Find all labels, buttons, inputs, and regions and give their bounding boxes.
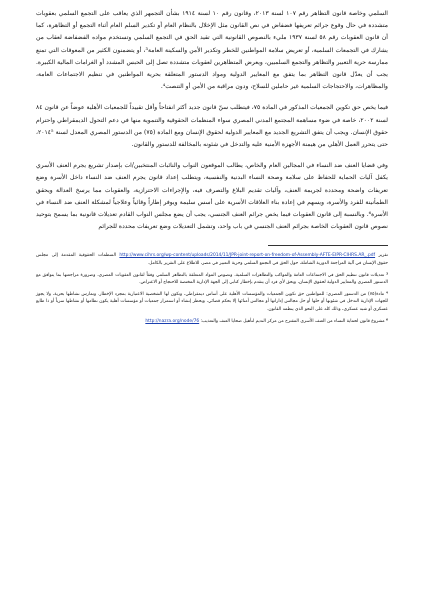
paragraph-assembly-law: السلمي وخاصة قانون التظاهر رقم ١٠٧ لسنة ٢٠١٣، وقانون رقم ١٠ لسنة ١٩١٤ بشأن التجمهر الذي يعاقب على التجمع السلمي بعقوبات متشددة في حال وقوع جرائم تعريفها فضفاض في نص القانون مثل الإخلال بالنظام العام أو تكدير السلم العام أثناء التجمع أو التظاهرة، كما أن قانون العقوبات رقم ٥٨ لسنة ١٩٣٧ مليء بالنصوص القانونية التي تقيد الحق في التجمع السلمي وتستخدم مواده الفضفاضة لعقاب من يشارك في التجمعات السلمية، أو تعريض سلامة المواطنين للخطر وتكدير الأمن والسكينة العامة³، أو يتضمنون الكثير من المعوقات التي تمنع ممارسة حرية التعبير والتظاهر والتجمع السلميين، ويعرض المتظاهرين لعقوبات متشددة تصل إلى الحبس المشدد أو الغرامات المالية الكبيرة. يجب أن يعدّل قانون التظاهر بما يتفق مع المعايير الدولية ومواد الدستور المتعلقة بحرية المواطنين في تنظيم الاجتماعات العامة، والمظاهرات، والاحتجاجات السلمية غير حاملين للسلاح، ودون مراقبة من الأمن أو التنصت⁴.	[36, 10, 388, 91]
footnote-link-nazra[interactable]: http://nazra.org/node/76	[145, 318, 200, 324]
footnote-text: المنظمات الحقوقية المقدمة إلى مجلس حقوق الإنسان في آلية المراجعة الدورية الشاملة، حول الحق في التجمع السلمي وحرية التعبير في مصر، للاطلاع على التقرير بالكامل.	[36, 253, 388, 267]
footnote-marker: ³	[386, 272, 388, 278]
paragraph-associations-law: فيما يخص حق تكوين الجمعيات المذكور في المادة ٧٥، فيتطلب سنّ قانون جديد أكثر انفتاحاً وأقل تقييداً للجمعيات الأهلية عوضاً عن قانون ٨٤ لسنة ٢٠٠٢، خاصة في ضوء مساهمة المجتمع المدني المصري سواء المنظمات الحقوقية والتنموية منها في دعم التحول الديمقراطي واحترام حقوق الإنسان. ويجب أن يتفق التشريع الجديد مع المعايير الدولية لحقوق الإنسان ومع المادة (٧٥) من الدستور المصري المعدل لسنة ٢٠١٤⁵، حتى يتحرر العمل الأهلي من هيمنة الأجهزة الأمنية عليه والتدخل في شئونه بالمخالفة للدستور والقانون.	[36, 104, 388, 149]
footnote-cihrs-report	[36, 252, 388, 267]
footnote-prefix: مشروع قانون لحماية النساء من العنف الأسري المقترح من مركز النديم لتأهيل ضحايا العنف والتعذيب:	[200, 318, 385, 324]
footnote-6	[36, 318, 388, 326]
footnote-marker: ⁴	[386, 291, 388, 297]
footnote-prefix: تقرير	[378, 253, 388, 259]
footnote-3	[36, 272, 388, 287]
footnote-link-cihrs[interactable]: http://www.cihrs.org/wp-content/uploads/2014/11/JPR-joint-report-on-freedom-of-Assembly-AFTE-EIPR-CIHRS.AR_.pdf	[119, 253, 376, 259]
footnote-text: تعديلات قانون تنظيم الحق في الاجتماعات العامة والمواكب والتظاهرات السلمية، ونصوص المواد المتعلقة بالتظاهر السلمي وفقاً لقانون العقوبات المصري، وضرورة مراجعتها بما يتوافق مع الدستور المصري والمعايير الدولية لحقوق الإنسان، ويحق لأي فرد أن يتقدم بإخطار كتابي إلى الجهة الإدارية المختصة للاحتجاج أو الاعتراض.	[36, 272, 388, 286]
footnote-separator	[268, 245, 388, 246]
footnote-text: مادة(٧٥) من الدستور المصري: للمواطنين حق تكوين الجمعيات والمؤسسات الأهلية على أساس ديمقراطي، وتكون لها الشخصية الاعتبارية بمجرد الإخطار. وتمارس نشاطها بحرية، ولا يجوز للجهات الإدارية التدخل في شئونها أو حلها أو حل مجالس إداراتها أو مجالس أمنائها إلا بحكم قضائي، ويحظر إنشاء أو استمرار جمعيات أو مؤسسات أهلية يكون نظامها أو نشاطها سرياً أو ذا طابع عسكري أو شبه عسكري، وذلك كله على النحو الذي ينظمه القانون.	[36, 291, 388, 313]
paragraph-violence-against-women: وفي قضايا العنف ضد النساء في المجالين العام والخاص، يطالب الموقعون النواب والنائبات المنتخبين/ات بإصدار تشريع يجرم العنف الأسري يكفل آليات الحماية للحفاظ على سلامة وصحة النساء البدنية والنفسية، ويتطلب إعداد قانون يجرم العنف ضد النساء داخل الأسرة وضع تعريفات واضحة ومحددة لجريمة العنف، وآليات تقديم البلاغ والتصرف فيه، والإجراءات الاحترازية، والعقوبات مما يرسخ العدالة ويحقق الطمأنينة للفرد والأسرة، ويسهم في إعادة بناء العلاقات الأسرية على أسس سليمة ويوفر إطاراً وقائياً وعلاجياً لمشكلة العنف ضد النساء في الأسرة⁶. وبالنسبة إلى قانون العقوبات فيما يخص جرائم العنف الجنسي، يجب أن يضع مجلس النواب القادم تعديلات قانونية بما يسمح بتوحيد نصوص قانون العقوبات الخاصة بجرائم العنف الجنسي في باب واحد، وتشمل التعديلات وضع تعريفات محددة للجرائم	[36, 162, 388, 231]
footnote-marker: ⁶	[386, 318, 388, 324]
footnote-4	[36, 291, 388, 314]
